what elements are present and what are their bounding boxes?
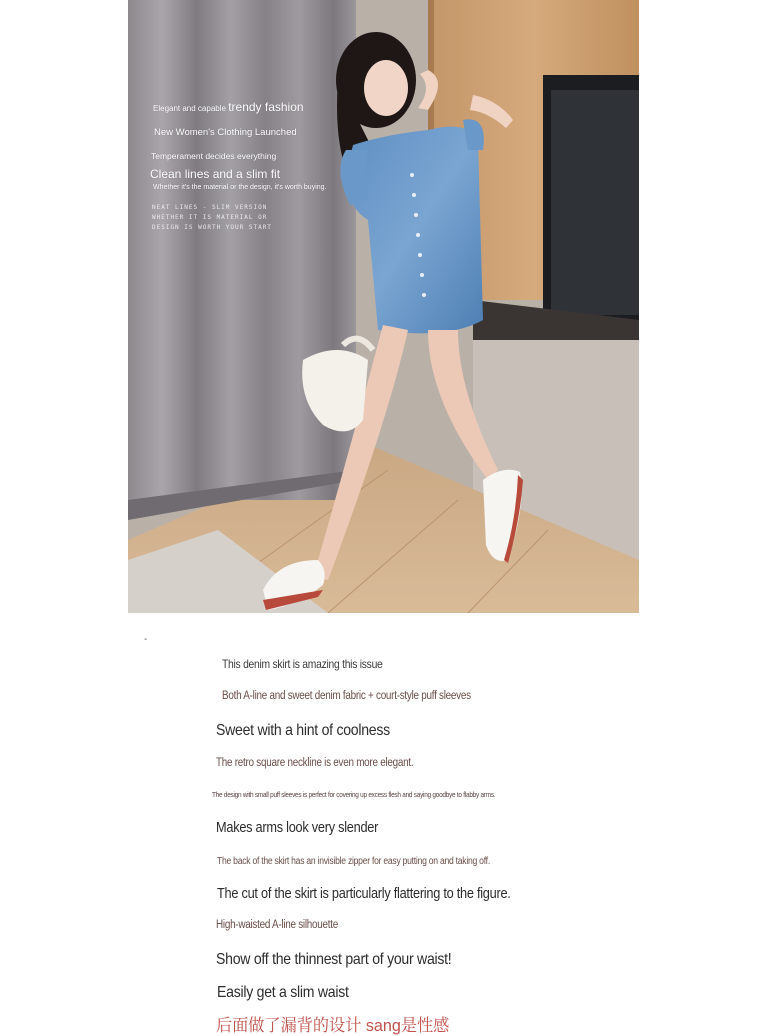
desc-line-12: 后面做了漏背的设计 sang是性感 [216,1016,450,1035]
desc-line-4: The retro square neckline is even more elegant. [216,757,414,769]
desc-line-5: The design with small puff sleeves is perfect for covering up excess flesh and saying goodbye to flabby arms. [212,790,496,799]
overlay-mono-2: WHETHER IT IS MATERIAL OR [152,214,268,221]
desc-line-9: High-waisted A-line silhouette [216,919,338,931]
overlay-line-1 [153,100,304,114]
desc-line-1: This denim skirt is amazing this issue [222,657,383,671]
desc-line-11: Easily get a slim waist [217,984,349,1001]
separator-dash: - [144,634,148,645]
product-photo [128,0,639,613]
desc-line-10: Show off the thinnest part of your waist! [216,951,452,968]
overlay-line-1-small: Elegant and capable [153,104,226,113]
desc-line-6: Makes arms look very slender [216,820,379,836]
overlay-line-5: Whether it's the material or the design, it's worth buying. [153,184,327,191]
desc-line-3: Sweet with a hint of coolness [216,722,390,739]
overlay-line-1-big: trendy fashion [228,100,304,114]
desc-line-2: Both A-line and sweet denim fabric + court-style puff sleeves [222,690,471,702]
overlay-line-2: New Women's Clothing Launched [154,127,297,138]
overlay-mono-3: DESIGN IS WORTH YOUR START [152,224,272,231]
overlay-line-4: Clean lines and a slim fit [150,167,281,181]
overlay-mono-1: NEAT LINES - SLIM VERSION [152,204,268,211]
desc-line-8: The cut of the skirt is particularly flattering to the figure. [217,886,511,902]
desc-line-7: The back of the skirt has an invisible zipper for easy putting on and taking off. [217,856,490,867]
overlay-line-3: Temperament decides everything [151,151,277,161]
